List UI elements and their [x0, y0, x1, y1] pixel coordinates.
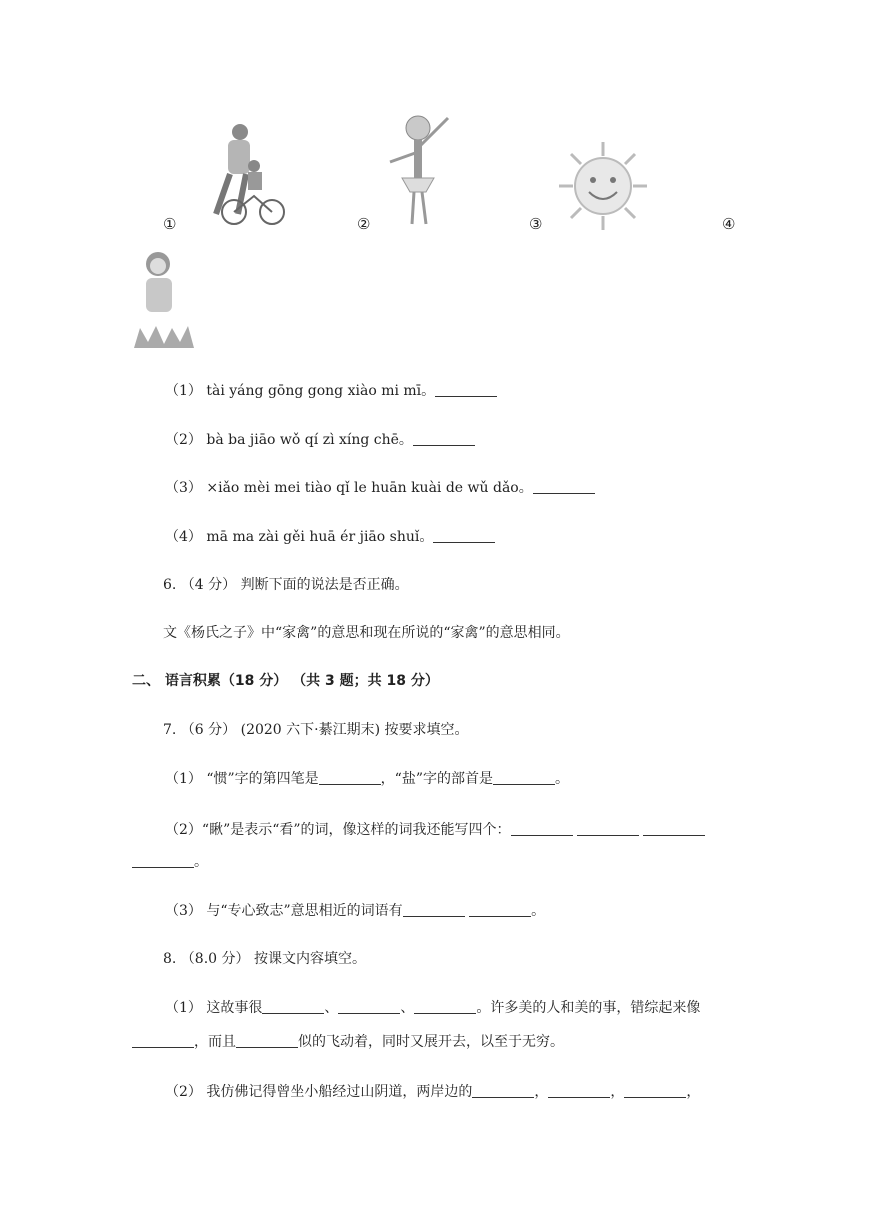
figure-label-3: ③	[529, 215, 543, 233]
answer-blank[interactable]	[262, 999, 324, 1014]
q8-item1-text-b: 。许多美的人和美的事，错综起来像	[476, 1000, 701, 1016]
answer-blank[interactable]	[132, 853, 194, 868]
q5-item-num: （2）	[165, 432, 202, 448]
mother-watering-flowers-illustration	[130, 248, 198, 348]
q5-item-num: （1）	[165, 383, 202, 399]
q5-item-text: mā ma zài gěi huā ér jiāo shuǐ。	[206, 529, 434, 545]
answer-blank[interactable]	[643, 821, 705, 836]
answer-blank[interactable]	[577, 821, 639, 836]
answer-blank[interactable]	[548, 1083, 610, 1098]
figure-label-4: ④	[722, 215, 736, 233]
answer-blank[interactable]	[433, 528, 495, 543]
separator: ，	[686, 1084, 701, 1100]
q5-item-1	[165, 380, 497, 400]
dancing-girl-illustration	[382, 112, 462, 230]
q7-item-2-continued	[132, 851, 208, 871]
q7-item-3	[165, 900, 545, 920]
smiling-sun-illustration	[555, 140, 651, 232]
q5-item-text: tài yáng gōng gong xiào mi mī。	[206, 383, 436, 399]
q7-item1-text-a: （1） “惯”字的第四笔是	[165, 771, 319, 787]
separator: ，	[534, 1084, 549, 1100]
answer-blank[interactable]	[435, 382, 497, 397]
q5-item-num: （4）	[165, 529, 202, 545]
q8-item-2	[165, 1081, 700, 1101]
answer-blank[interactable]	[472, 1083, 534, 1098]
answer-blank[interactable]	[236, 1033, 298, 1048]
q8-item1-text-d: 似的飞动着，同时又展开去，以至于无穷。	[298, 1034, 564, 1050]
answer-blank[interactable]	[413, 431, 475, 446]
father-child-bicycle-illustration	[188, 118, 288, 226]
q7-item-1	[165, 768, 569, 788]
q7-item3-end: 。	[531, 903, 546, 919]
separator: ，	[610, 1084, 625, 1100]
answer-blank[interactable]	[624, 1083, 686, 1098]
q7-item2-text-a: （2）“瞅”是表示“看”的词，像这样的词我还能写四个：	[165, 822, 511, 838]
q8-item-1-continued	[132, 1031, 564, 1051]
q5-item-3	[165, 477, 595, 497]
answer-blank[interactable]	[338, 999, 400, 1014]
figure-label-1: ①	[163, 215, 177, 233]
figure-label-2: ②	[357, 215, 371, 233]
q7-item3-text-a: （3） 与“专心致志”意思相近的词语有	[165, 903, 403, 919]
q5-item-text: bà ba jiāo wǒ qí zì xíng chē。	[206, 432, 413, 448]
q8-item2-text-a: （2） 我仿佛记得曾坐小船经过山阴道，两岸边的	[165, 1084, 473, 1100]
answer-blank[interactable]	[319, 770, 381, 785]
q7-item2-end: 。	[194, 854, 208, 870]
answer-blank[interactable]	[533, 479, 595, 494]
separator: 、	[324, 1000, 339, 1016]
answer-blank[interactable]	[511, 821, 573, 836]
q5-item-num: （3）	[165, 480, 202, 496]
q7-item1-text-c: 。	[555, 771, 569, 787]
answer-blank[interactable]	[132, 1033, 194, 1048]
q7-title: 7. （6 分） (2020 六下·綦江期末) 按要求填空。	[163, 722, 469, 738]
section-heading: 二、 语言积累（18 分） （共 3 题；共 18 分）	[132, 673, 439, 689]
q8-item1-text-a: （1） 这故事很	[165, 1000, 263, 1016]
q5-item-4	[165, 526, 495, 546]
answer-blank[interactable]	[403, 902, 465, 917]
q8-title: 8. （8.0 分） 按课文内容填空。	[163, 951, 366, 967]
separator: 、	[400, 1000, 415, 1016]
q8-item1-text-c: ，而且	[194, 1034, 236, 1050]
answer-blank[interactable]	[493, 770, 555, 785]
q8-item-1	[165, 997, 700, 1017]
q7-item1-text-b: ，“盐”字的部首是	[380, 771, 493, 787]
q5-item-text: ×iǎo mèi mei tiào qǐ le huān kuài de wǔ dǎo。	[206, 480, 533, 496]
answer-blank[interactable]	[469, 902, 531, 917]
q7-item-2	[165, 819, 705, 839]
answer-blank[interactable]	[414, 999, 476, 1014]
q6-title: 6. （4 分） 判断下面的说法是否正确。	[163, 577, 409, 593]
q6-statement: 文《杨氏之子》中“家禽”的意思和现在所说的“家禽”的意思相同。	[163, 625, 570, 641]
q5-item-2	[165, 429, 475, 449]
